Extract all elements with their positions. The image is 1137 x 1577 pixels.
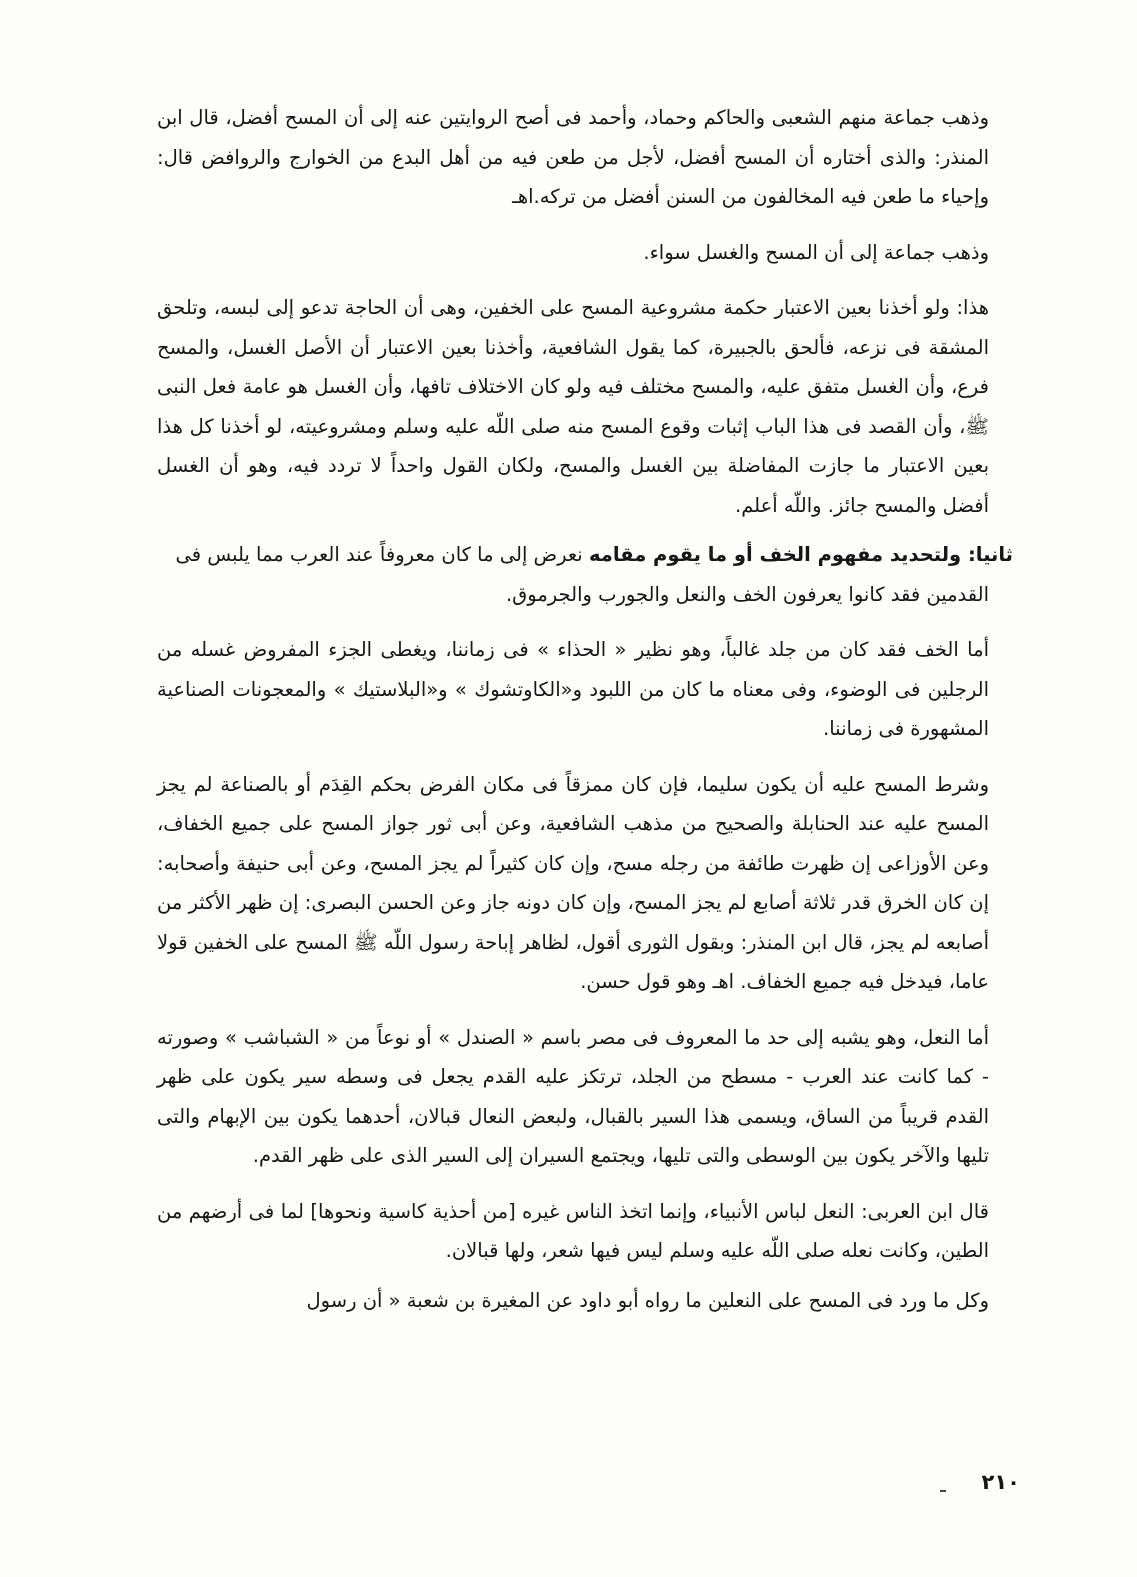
paragraph-6: وشرط المسح عليه أن يكون سليما، فإن كان ممزقاً فى مكان الفرض بحكم القِدَم أو بالصناعة لم يجز المسح عليه عند الحنابلة والصحيح من مذهب الشافعية، وعن أبى ثور جواز المسح على جميع الخفاف، وعن الأوزاعى إن ظهرت طائفة من رجله مسح، وإن كان كثيراً لم يجز المسح، وعن أبى حنيفة وأصحابه: إن كان الخرق قدر ثلاثة أصابع لم يجز المسح، وإن كان دونه جاز وعن الحسن البصرى: إن ظهر الأكثر من أصابعه لم يجز، قال ابن المنذر: وبقول الثورى أقول، لظاهر إباحة رسول اللّه ﷺ المسح على الخفين قولا عاما، فيدخل فيه جميع الخفاف. اهـ وهو قول حسن.	[157, 772, 989, 993]
section-two-lead: ثانيا: ولتحديد مفهوم الخف أو ما يقوم مقامه	[588, 543, 1013, 566]
paragraph-2: وذهب جماعة إلى أن المسح والغسل سواء.	[643, 240, 989, 264]
page-number: ٢١٠	[981, 1470, 1020, 1494]
section-two-heading-line	[157, 535, 1013, 575]
paragraph-4: القدمين فقد كانوا يعرفون الخف والنعل والجورب والجرموق.	[505, 582, 989, 606]
section-two-intro: نعرض إلى ما كان معروفاً عند العرب مما يلبس فى	[175, 543, 589, 566]
paragraph-3: هذا: ولو أخذنا بعين الاعتبار حكمة مشروعية المسح على الخفين، وهى أن الحاجة تدعو إلى لبسه، وتلحق المشقة فى نزعه، فألحق بالجبيرة، كما يقول الشافعية، وأخذنا بعين الاعتبار أن الأصل الغسل، والمسح فرع، وأن الغسل متفق عليه، والمسح مختلف فيه ولو كان الاختلاف تافها، وأن الغسل هو عامة فعل النبى ﷺ، وأن القصد فى هذا الباب إثبات وقوع المسح منه صلى اللّه عليه وسلم ومشروعيته، لو أخذنا كل هذا بعين الاعتبار ما جازت المفاضلة بين الغسل والمسح، ولكان القول واحداً لا تردد فيه، وهو أن الغسل أفضل والمسح جائز. واللّه أعلم.	[157, 296, 989, 517]
paragraph-5: أما الخف فقد كان من جلد غالباً، وهو نظير « الحذاء » فى زماننا، ويغطى الجزء المفروض غسله من الرجلين فى الوضوء، وفى معناه ما كان من اللبود و«الكاوتشوك » و«البلاستيك » والمعجونات الصناعية المشهورة فى زماننا.	[157, 638, 989, 740]
paragraph-7: أما النعل، وهو يشبه إلى حد ما المعروف فى مصر باسم « الصندل » أو نوعاً من « الشباشب » وصورته - كما كانت عند العرب - مسطح من الجلد، ترتكز عليه القدم يجعل فى وسطه سير يكون على ظهر القدم قريباً من الساق، ويسمى هذا السير بالقبال، ولبعض النعال قبالان، أحدهما يكون بين الإبهام والتى تليها والآخر يكون بين الوسطى والتى تليها، ويجتمع السيران إلى السير الذى على ظهر القدم.	[157, 1025, 989, 1167]
paragraph-1: وذهب جماعة منهم الشعبى والحاكم وحماد، وأحمد فى أصح الروايتين عنه إلى أن المسح أفضل، قال ابن المنذر: والذى أختاره أن المسح أفضل، لأجل من طعن فيه من أهل البدع من الخوارج والروافض قال: وإحياء ما طعن فيه المخالفون من السنن أفضل من تركه.اهـ	[157, 106, 989, 208]
footer-mark	[940, 1490, 946, 1492]
page-footer	[940, 1470, 1020, 1500]
body-text	[157, 98, 1013, 1336]
paragraph-8: قال ابن العربى: النعل لباس الأنبياء، وإنما اتخذ الناس غيره [من أحذية كاسية ونحوها] لما فى أرضهم من الطين، وكانت نعله صلى اللّه عليه وسلم ليس فيها شعر، ولها قبالان.	[157, 1199, 989, 1262]
paragraph-9: وكل ما ورد فى المسح على النعلين ما رواه أبو داود عن المغيرة بن شعبة « أن رسول	[306, 1288, 989, 1312]
